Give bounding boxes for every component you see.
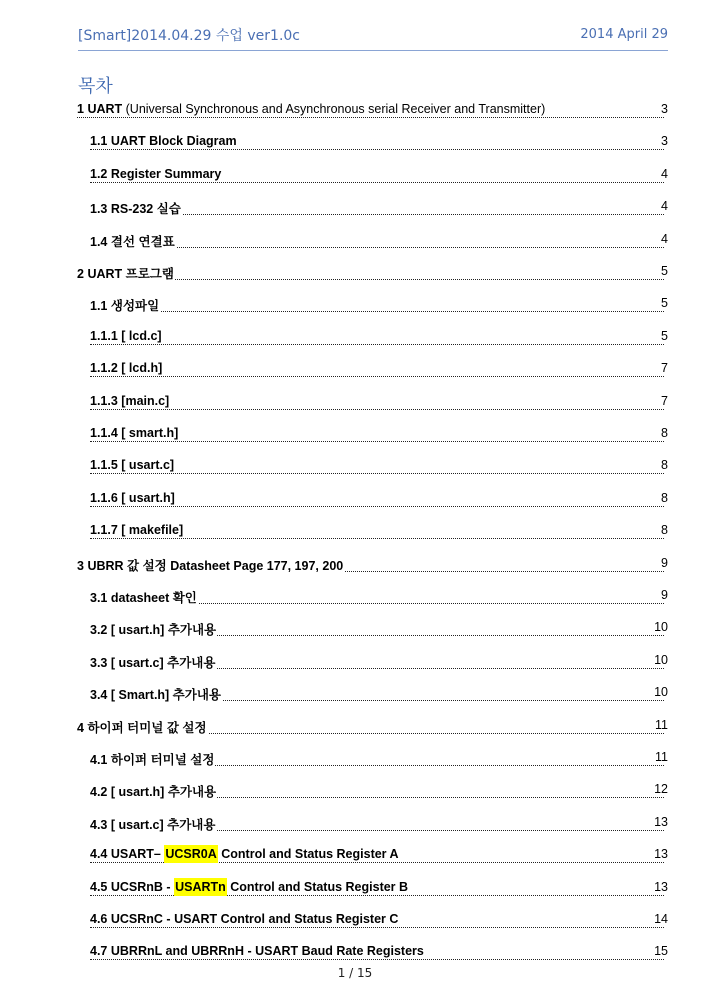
- toc-entry[interactable]: [0, 359, 710, 381]
- toc-leader-dots: [90, 247, 664, 248]
- toc-entry-text: 하이퍼 터미널 값 설정: [87, 720, 207, 735]
- toc-entry-label: [90, 329, 163, 343]
- toc-entry[interactable]: [0, 845, 710, 867]
- toc-entry-number: 1: [77, 102, 84, 116]
- toc-leader-dots: [90, 344, 664, 345]
- toc-entry-page: 14: [654, 912, 668, 926]
- toc-entry-number: 1.3: [90, 202, 108, 217]
- toc-entry-number: 1.2: [90, 166, 108, 181]
- toc-entry-text: RS-232 실습: [110, 202, 181, 217]
- toc-entry[interactable]: [0, 683, 710, 705]
- toc-entry-number: 1.4: [90, 234, 108, 249]
- toc-entry-page: 9: [661, 588, 668, 602]
- toc-entry[interactable]: [0, 230, 710, 252]
- toc-entry-number: 1.1: [90, 299, 108, 314]
- toc-entry-text: [ usart.c] 추가내용: [110, 817, 216, 832]
- toc-entry-label: [90, 426, 179, 440]
- toc-entry-subtitle: (Universal Synchronous and Asynchronous serial Receiver and Transmitter): [122, 102, 546, 116]
- toc-entry-highlight: UCSR0A: [165, 847, 217, 862]
- page-header: [78, 22, 668, 46]
- toc-entry-text: 결선 연결표: [110, 234, 175, 249]
- toc-entry-page: 15: [654, 944, 668, 959]
- toc-entry-number: 1.1.5: [90, 458, 118, 473]
- toc-entry-subtitle: Control and Status Register B: [226, 879, 409, 894]
- toc-entry-page: 7: [661, 361, 668, 376]
- toc-entry-number: 3: [77, 558, 84, 573]
- toc-entry-text: [ Smart.h] 추가내용: [110, 688, 221, 703]
- header-date: 2014 April 29: [580, 27, 668, 42]
- toc-leader-dots: [90, 473, 664, 474]
- toc-entry-label: [90, 134, 238, 148]
- toc-entry-page: 4: [661, 231, 668, 246]
- toc-entry[interactable]: [0, 942, 710, 964]
- toc-entry-label: [90, 880, 409, 894]
- toc-entry-label: [90, 912, 399, 926]
- toc-entry[interactable]: [0, 262, 710, 284]
- toc-entry-number: 1.1.4: [90, 426, 118, 440]
- toc-entry[interactable]: [0, 878, 710, 900]
- toc-entry-number: 1.1.6: [90, 490, 118, 505]
- page-number: 1 / 15: [337, 966, 373, 980]
- toc-entry-number: 1.1.3: [90, 393, 118, 408]
- toc-entry-label: [90, 394, 170, 408]
- toc-entry-page: 3: [661, 102, 668, 116]
- toc-entry-label: [90, 782, 217, 800]
- toc-entry-label: [90, 361, 163, 375]
- toc-entry-number: 4.5: [90, 879, 108, 894]
- toc-entry[interactable]: [0, 456, 710, 478]
- toc-entry-page: 11: [655, 717, 668, 732]
- toc-entry-label: [90, 620, 217, 638]
- toc-entry-text: UBRR 값 설정 Datasheet Page 177, 197, 200: [87, 558, 344, 573]
- toc-entry[interactable]: [0, 327, 710, 349]
- toc-entry-page: 13: [654, 847, 668, 862]
- toc-leader-dots: [90, 409, 664, 410]
- toc-leader-dots: [77, 117, 664, 118]
- toc-entry-number: 4.4: [90, 847, 108, 862]
- toc-entry-label: [90, 199, 182, 217]
- toc-entry-text: [ smart.h]: [121, 426, 179, 440]
- toc-entry-label: [90, 232, 176, 250]
- toc-entry-label: [77, 264, 175, 282]
- toc-leader-dots: [90, 538, 664, 539]
- toc-entry[interactable]: [0, 165, 710, 187]
- toc-entry-number: 2: [77, 267, 84, 281]
- toc-entry-number: 4.6: [90, 912, 108, 926]
- toc-entry[interactable]: [0, 554, 710, 576]
- toc-entry-text: UART 프로그램: [87, 267, 174, 281]
- toc-entry-text: UCSRnB -: [110, 879, 171, 894]
- toc-entry-number: 3.3: [90, 655, 108, 670]
- toc-entry-label: [77, 102, 546, 116]
- toc-entry-number: 4.3: [90, 817, 108, 832]
- toc-entry-text: [ usart.c]: [121, 458, 175, 473]
- toc-entry-page: 8: [661, 458, 668, 473]
- toc-leader-dots: [90, 182, 664, 183]
- toc-entry-page: 5: [661, 264, 668, 278]
- toc-entry[interactable]: [0, 392, 710, 414]
- toc-entry[interactable]: [0, 651, 710, 673]
- toc-leader-dots: [90, 149, 664, 150]
- toc-entry-page: 7: [661, 393, 668, 408]
- toc-entry[interactable]: [0, 294, 710, 316]
- toc-entry-label: [90, 491, 176, 505]
- toc-entry-page: 10: [654, 685, 668, 700]
- toc-entry-label: [90, 588, 198, 606]
- toc-entry-text: [ usart.c] 추가내용: [110, 655, 216, 670]
- toc-entry-label: [77, 718, 208, 736]
- toc-entry-page: 3: [661, 134, 668, 149]
- toc-entry[interactable]: [0, 748, 710, 770]
- toc-entry-page: 4: [661, 199, 668, 214]
- toc-entry-label: [90, 815, 216, 833]
- toc-entry[interactable]: [0, 100, 710, 122]
- toc-entry-label: [90, 167, 222, 181]
- toc-entry-text: [ lcd.c]: [121, 328, 162, 343]
- toc-leader-dots: [90, 311, 664, 312]
- toc-entry-page: 5: [661, 328, 668, 343]
- toc-leader-dots: [90, 376, 664, 377]
- toc-entry-number: 1.1.1: [90, 328, 118, 343]
- toc-entry-label: [90, 750, 215, 768]
- toc-entry-text: [ usart.h]: [121, 490, 175, 505]
- toc-entry-text: [main.c]: [121, 393, 170, 408]
- toc-entry[interactable]: [0, 618, 710, 640]
- toc-entry[interactable]: [0, 197, 710, 219]
- header-title: [Smart]2014.04.29 수업 ver1.0c: [78, 28, 300, 44]
- toc-entry-page: 12: [654, 782, 668, 797]
- toc-entry-page: 11: [655, 750, 668, 764]
- toc-entry-text: [ makefile]: [121, 523, 184, 538]
- toc-entry-number: 1.1: [90, 134, 108, 149]
- toc-entry-text: UART: [87, 102, 123, 116]
- toc-entry-page: 8: [661, 426, 668, 440]
- toc-entry[interactable]: [0, 716, 710, 738]
- toc-entry-label: [90, 685, 222, 703]
- toc-entry-number: 3.2: [90, 623, 108, 638]
- toc-entry-page: 8: [661, 523, 668, 538]
- toc-entry-page: 4: [661, 166, 668, 181]
- toc-entry-highlight: USARTn: [175, 879, 226, 894]
- toc-entry-number: 3.4: [90, 688, 108, 703]
- toc-entry-label: [77, 556, 344, 574]
- toc-entry-page: 13: [654, 814, 668, 829]
- toc-leader-dots: [90, 506, 664, 507]
- toc-entry-text: UCSRnC - USART Control and Status Register C: [110, 912, 399, 926]
- toc-entry-number: 4.7: [90, 944, 108, 959]
- toc-entry-number: 3.1: [90, 591, 108, 605]
- toc-entry-page: 10: [654, 652, 668, 667]
- toc-entry-label: [90, 296, 160, 314]
- toc-entry[interactable]: [0, 780, 710, 802]
- toc-entry-text: [ lcd.h]: [121, 361, 163, 376]
- toc-entry-subtitle: Control and Status Register A: [217, 847, 399, 862]
- toc-entry-text: datasheet 확인: [110, 591, 197, 605]
- toc-title: 목차: [78, 76, 113, 97]
- toc-leader-dots: [90, 927, 664, 928]
- toc-entry-page: 10: [654, 620, 668, 635]
- toc-entry-text: [ usart.h] 추가내용: [110, 623, 217, 638]
- toc-entry-label: [90, 653, 216, 671]
- toc-entry-text: USART–: [110, 847, 161, 862]
- toc-entry-page: 8: [661, 490, 668, 505]
- header-divider: [78, 50, 668, 51]
- toc-entry-label: [90, 847, 400, 861]
- toc-entry-page: 5: [661, 296, 668, 311]
- toc-entry-label: [90, 458, 175, 472]
- toc-leader-dots: [90, 441, 664, 442]
- toc-entry-page: 9: [661, 555, 668, 570]
- toc-entry-page: 13: [654, 879, 668, 894]
- toc-entry[interactable]: [0, 586, 710, 608]
- toc-entry-text: 하이퍼 터미널 설정: [110, 753, 215, 767]
- toc-entry-text: UBRRnL and UBRRnH - USART Baud Rate Registers: [110, 944, 424, 959]
- toc-entry-text: [ usart.h] 추가내용: [110, 785, 217, 800]
- toc-entry-text: Register Summary: [110, 166, 222, 181]
- toc-entry-text: 생성파일: [110, 299, 160, 314]
- toc-entry[interactable]: [0, 489, 710, 511]
- toc-entry-label: [90, 523, 184, 537]
- toc-entry[interactable]: [0, 521, 710, 543]
- toc-leader-dots: [90, 959, 664, 960]
- toc-entry[interactable]: [0, 424, 710, 446]
- toc-entry[interactable]: [0, 132, 710, 154]
- toc-entry-number: 1.1.7: [90, 523, 118, 538]
- toc-entry-number: 4.2: [90, 785, 108, 800]
- toc-entry[interactable]: [0, 813, 710, 835]
- toc-entry-number: 4.1: [90, 753, 108, 767]
- toc-entry-label: [90, 944, 425, 958]
- toc-entry[interactable]: [0, 910, 710, 932]
- toc-entry-number: 4: [77, 720, 84, 735]
- toc-entry-text: UART Block Diagram: [110, 134, 237, 149]
- toc-entry-number: 1.1.2: [90, 361, 118, 376]
